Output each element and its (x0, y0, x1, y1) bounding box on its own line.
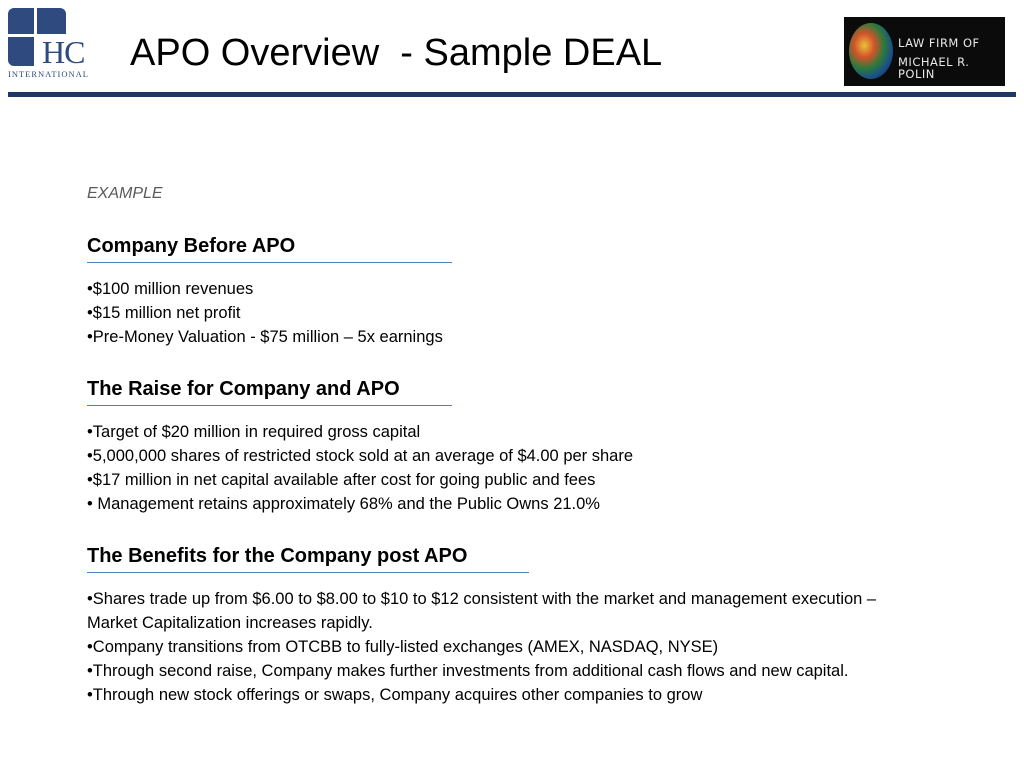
list-item: •Company transitions from OTCBB to fully-listed exchanges (AMEX, NASDAQ, NYSE) (87, 638, 719, 656)
list-item: Market Capitalization increases rapidly. (87, 614, 373, 632)
section-heading: The Benefits for the Company post APO (87, 544, 529, 573)
list-item: •$15 million net profit (87, 304, 241, 322)
page-title: APO Overview - Sample DEAL (130, 32, 663, 74)
section-heading: The Raise for Company and APO (87, 377, 452, 406)
section-raise (87, 377, 987, 516)
example-label: EXAMPLE (87, 185, 163, 202)
bullet-list (87, 420, 987, 516)
bullet-list (87, 587, 987, 707)
list-item: •$100 million revenues (87, 280, 254, 298)
list-item: •5,000,000 shares of restricted stock sold at an average of $4.00 per share (87, 447, 634, 465)
logo-international-text: INTERNATIONAL (8, 69, 89, 79)
list-item: •$17 million in net capital available after cost for going public and fees (87, 471, 596, 489)
slide-content (87, 184, 987, 707)
header-divider (8, 92, 1016, 97)
law-firm-logo (844, 17, 1005, 86)
section-benefits (87, 544, 987, 707)
logo-hc-text: HC (42, 34, 85, 70)
list-item: •Pre-Money Valuation - $75 million – 5x earnings (87, 328, 443, 346)
law-firm-line-1: LAW FIRM OF (898, 36, 980, 50)
hc-international-logo (8, 8, 96, 79)
list-item: •Target of $20 million in required gross capital (87, 423, 421, 441)
list-item: •Through new stock offerings or swaps, Company acquires other companies to grow (87, 686, 703, 704)
section-heading: Company Before APO (87, 234, 452, 263)
law-firm-line-2: MICHAEL R. POLIN (898, 55, 970, 81)
section-before-apo (87, 234, 987, 349)
bullet-list (87, 277, 987, 349)
list-item: •Shares trade up from $6.00 to $8.00 to $10 to $12 consistent with the market and management execution – (87, 590, 877, 608)
globe-icon (849, 23, 893, 79)
list-item: •Through second raise, Company makes further investments from additional cash flows and new capital. (87, 662, 849, 680)
list-item: • Management retains approximately 68% and the Public Owns 21.0% (87, 495, 600, 513)
